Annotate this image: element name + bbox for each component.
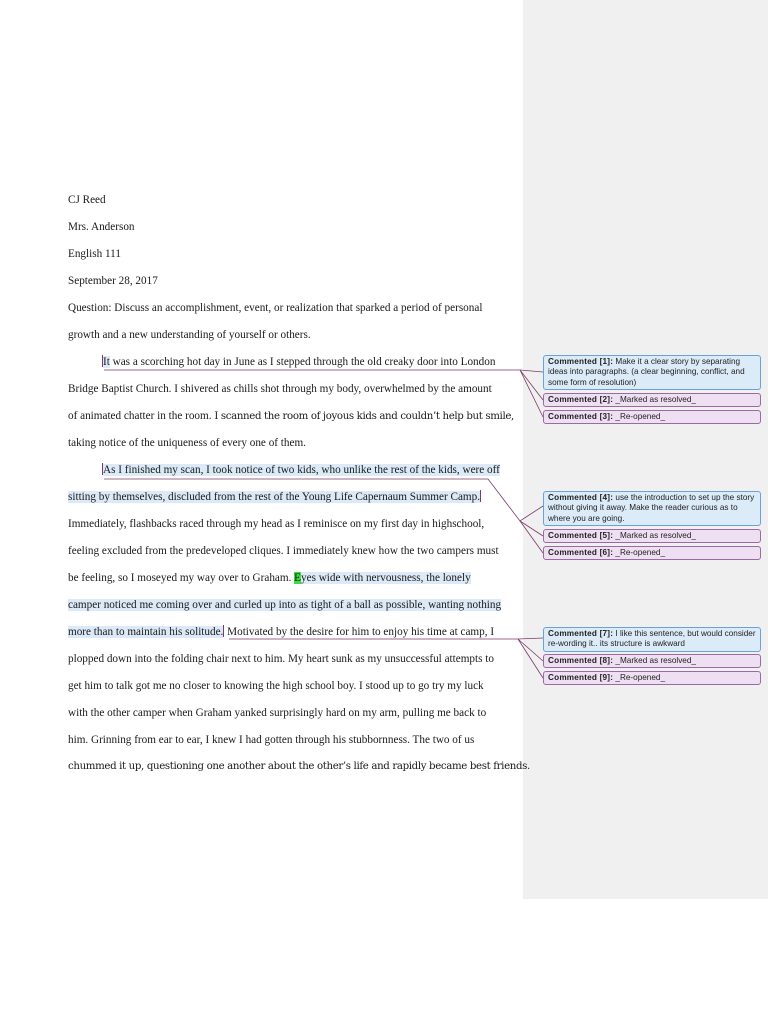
- essay-date: September 28, 2017: [68, 275, 158, 287]
- comment-label: Commented [4]:: [548, 493, 614, 502]
- comment-text: use the introduction to set up the story without giving it away. Make the reader curious as to where you are going.: [548, 493, 755, 523]
- paragraph-line: [102, 355, 495, 369]
- paragraph-line: him. Grinning from ear to ear, I knew I had gotten through his stubbornness. The two of us: [68, 734, 475, 746]
- comment-label: Commented [1]:: [548, 357, 614, 366]
- paragraph-text: was a scorching hot day in June as I stepped through the old creaky door into London: [109, 356, 496, 368]
- comment-text: I like this sentence, but would consider re-wording it.. its structure is awkward: [548, 629, 756, 649]
- comment-balloon-resolved[interactable]: [543, 393, 761, 407]
- author-name: CJ Reed: [68, 194, 106, 206]
- paragraph-line: [102, 463, 500, 477]
- comment-balloon[interactable]: [543, 627, 761, 652]
- text-cursor: [480, 490, 481, 502]
- comment-label: Commented [7]:: [548, 629, 614, 638]
- paragraph-line: [68, 625, 494, 639]
- comment-label: Commented [3]:: [548, 412, 614, 421]
- paragraph-line: chummed it up, questioning one another about the other’s life and rapidly became best friends.: [68, 761, 530, 772]
- paragraph-line: [68, 598, 501, 612]
- paragraph-line: with the other camper when Graham yanked surprisingly hard on my arm, pulling me back to: [68, 707, 487, 719]
- paragraph-line: [68, 409, 514, 424]
- commented-text[interactable]: camper noticed me coming over and curled up into as tight of a ball as possible, wanting nothing: [68, 599, 502, 611]
- paragraph-line: [68, 490, 481, 504]
- comment-text: Make it a clear story by separating ideas into paragraphs. (a clear beginning, conflict, and some form of resolution): [548, 357, 745, 387]
- comment-label: Commented [9]:: [548, 673, 614, 682]
- commented-text[interactable]: It: [103, 356, 110, 368]
- question-line: growth and a new understanding of yourself or others.: [68, 329, 311, 341]
- green-highlight[interactable]: E: [294, 572, 302, 584]
- commented-text[interactable]: more than to maintain his solitude.: [68, 626, 224, 638]
- question-line: Question: Discuss an accomplishment, event, or realization that sparked a period of personal: [68, 302, 483, 314]
- paragraph-text-alt-font: I scanned the room of joyous kids and couldn’t help but smile,: [214, 411, 514, 422]
- comment-label: Commented [6]:: [548, 548, 614, 557]
- comment-balloon-resolved[interactable]: [543, 529, 761, 543]
- paragraph-line: taking notice of the uniqueness of every one of them.: [68, 437, 306, 449]
- commented-text[interactable]: yes wide with nervousness, the lonely: [301, 572, 471, 584]
- comment-text: _Re-opened_: [613, 673, 666, 682]
- paragraph-text: of animated chatter in the room.: [68, 410, 215, 422]
- paragraph-line: plopped down into the folding chair next to him. My heart sunk as my unsuccessful attempts to: [68, 653, 494, 665]
- paragraph-text: be feeling, so I moseyed my way over to Graham.: [68, 572, 295, 584]
- comment-text: _Marked as resolved_: [613, 395, 696, 404]
- comment-text: _Re-opened_: [613, 412, 666, 421]
- comment-balloon-reopened[interactable]: [543, 671, 761, 685]
- comment-text: _Marked as resolved_: [613, 656, 696, 665]
- comment-balloon[interactable]: [543, 491, 761, 526]
- paragraph-text: Motivated by the desire for him to enjoy his time at camp, I: [224, 626, 495, 638]
- comment-balloon-reopened[interactable]: [543, 410, 761, 424]
- paragraph-line: [68, 571, 471, 585]
- commented-text[interactable]: sitting by themselves, discluded from the rest of the Young Life Capernaum Summer Camp.: [68, 491, 481, 503]
- comment-label: Commented [5]:: [548, 531, 614, 540]
- paragraph-line: Immediately, flashbacks raced through my head as I reminisce on my first day in highschool,: [68, 518, 485, 530]
- paragraph-line: get him to talk got me no closer to knowing the high school boy. I stood up to go try my luck: [68, 680, 484, 692]
- paragraph-line: feeling excluded from the predeveloped cliques. I immediately knew how the two campers must: [68, 545, 499, 557]
- comment-balloon-resolved[interactable]: [543, 654, 761, 668]
- paragraph-line: Bridge Baptist Church. I shivered as chills shot through my body, overwhelmed by the amount: [68, 383, 492, 395]
- comment-text: _Marked as resolved_: [613, 531, 696, 540]
- comment-balloon[interactable]: [543, 355, 761, 390]
- commented-text[interactable]: As I finished my scan, I took notice of two kids, who unlike the rest of the kids, were off: [103, 464, 500, 476]
- instructor-name: Mrs. Anderson: [68, 221, 135, 233]
- comment-text: _Re-opened_: [613, 548, 666, 557]
- comment-label: Commented [2]:: [548, 395, 614, 404]
- comment-label: Commented [8]:: [548, 656, 614, 665]
- comment-margin-pane: [523, 0, 768, 899]
- course-name: English 111: [68, 248, 121, 260]
- comment-balloon-reopened[interactable]: [543, 546, 761, 560]
